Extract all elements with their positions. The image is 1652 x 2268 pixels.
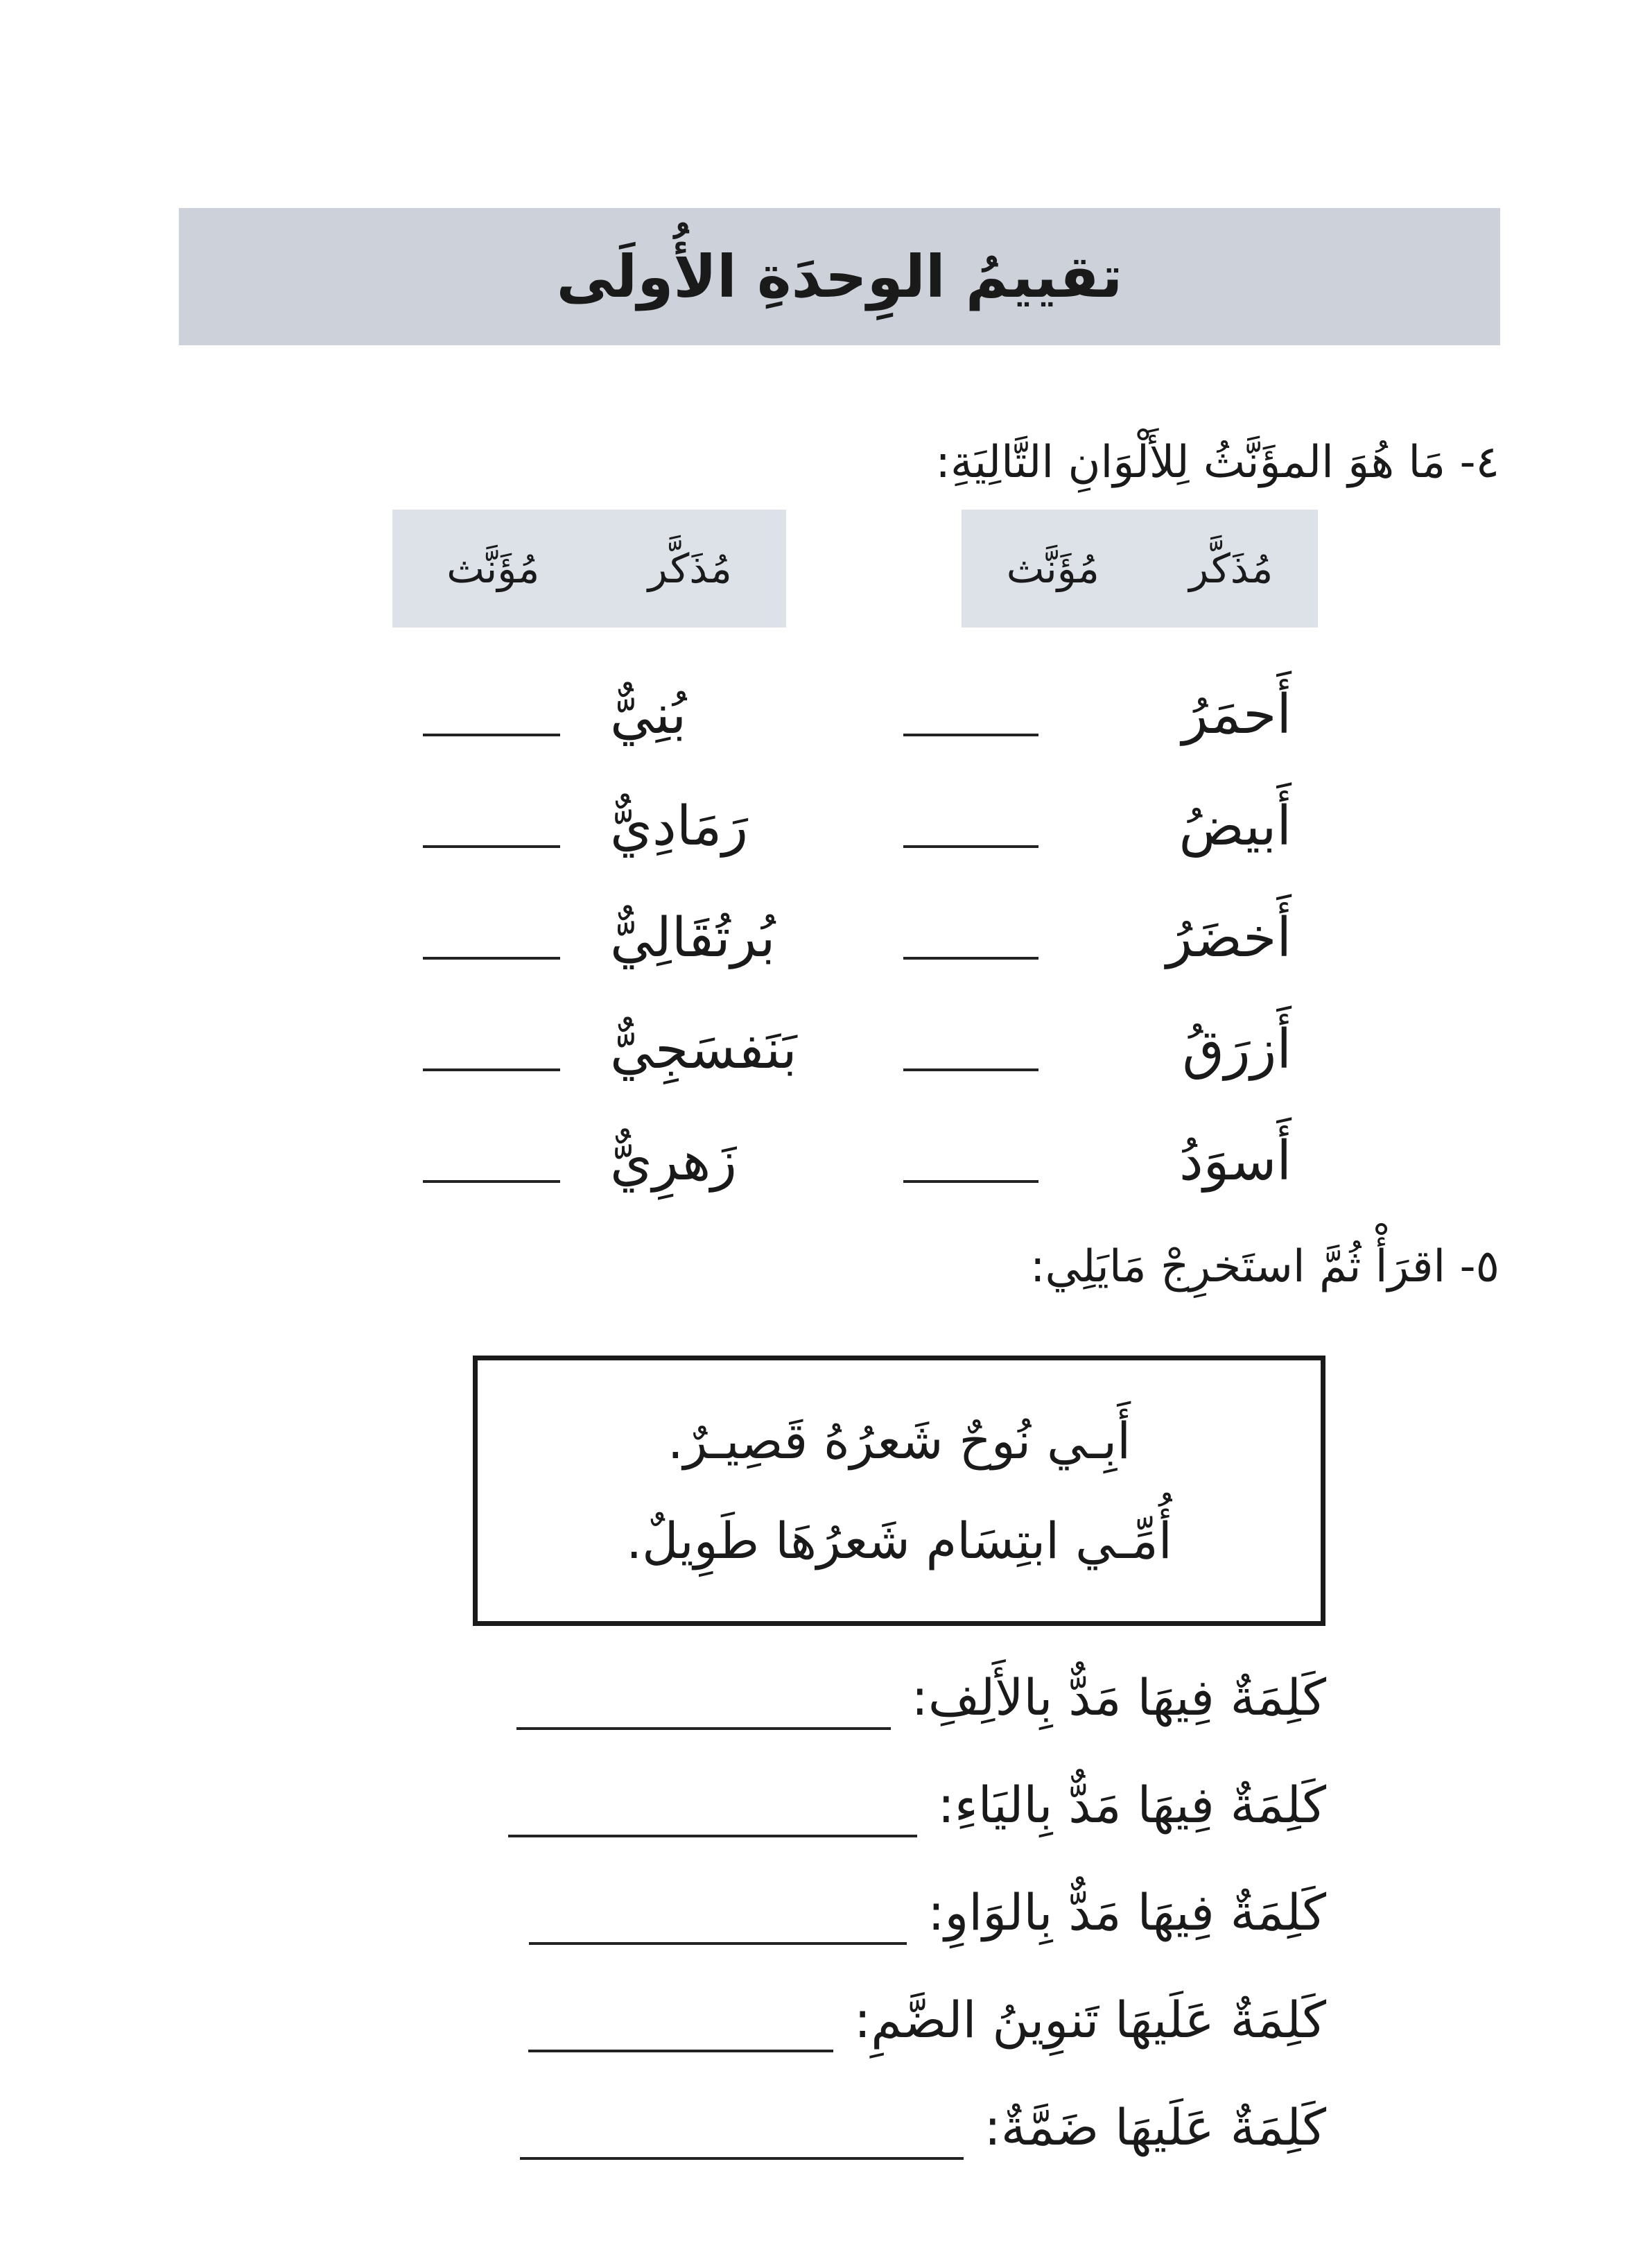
answer-blank[interactable] [903,1180,1038,1183]
header-right-group [962,510,1318,627]
list-item [903,659,1292,770]
answer-blank[interactable] [903,1068,1038,1071]
answer-blank[interactable] [423,845,560,848]
extract-label: كَلِمَةٌ عَلَيهَا تَنوِينُ الضَّمِ: [853,1990,1326,2049]
list-item [425,1751,1326,1858]
page-title: تقييمُ الوِحدَةِ الأُولَى [556,243,1123,311]
list-item [903,1105,1292,1217]
color-word: أَسوَدُ [1179,1129,1292,1193]
answer-blank[interactable] [903,957,1038,960]
list-item [423,770,783,882]
list-item [423,1105,783,1217]
color-word: أَبيضُ [1179,795,1292,858]
passage-sentence: أَبِـي نُوحٌ شَعرُهُ قَصِيـرٌ. [667,1412,1131,1470]
title-banner [179,208,1500,345]
answer-line[interactable] [529,1880,907,1945]
answer-line[interactable] [516,1665,891,1730]
answer-blank[interactable] [423,957,560,960]
extraction-list [425,1643,1326,2181]
reading-passage-box [473,1356,1325,1626]
header-feminine: مُؤَنَّث [446,545,540,592]
list-item [903,770,1292,882]
color-word: بَنَفسَجِيٌّ [610,1018,797,1081]
color-list-right [903,659,1292,1217]
list-item [903,994,1292,1105]
answer-line[interactable] [528,1987,833,2052]
extract-label: كَلِمَةٌ فِيهَا مَدٌّ بِاليَاءِ: [937,1775,1326,1834]
passage-sentence: أُمِّـي ابتِسَام شَعرُهَا طَوِيلٌ. [626,1512,1172,1570]
header-masculine: مُذَكَّر [1189,545,1273,592]
answer-line[interactable] [520,2095,964,2160]
extract-label: كَلِمَةٌ عَلَيهَا ضَمَّةٌ: [984,2097,1326,2156]
extract-label: كَلِمَةٌ فِيهَا مَدٌّ بِالأَلِفِ: [911,1668,1326,1726]
list-item [425,1643,1326,1751]
list-item [425,1858,1326,1966]
color-word: أَحمَرُ [1181,683,1292,746]
answer-blank[interactable] [903,734,1038,736]
question-5-prompt: ٥- اقرَأْ ثُمَّ استَخرِجْ مَايَلِي: [1029,1241,1499,1292]
header-left-group [392,510,786,627]
color-word: أَخضَرُ [1166,906,1292,969]
color-word: بُنِيٌّ [610,683,687,746]
list-item [425,2073,1326,2181]
header-feminine: مُؤَنَّث [1006,545,1099,592]
header-masculine: مُذَكَّر [647,545,732,592]
color-word: بُرتُقَالِيٌّ [610,906,776,969]
color-word: زَهرِيٌّ [610,1129,737,1193]
question-4-prompt: ٤- مَا هُوَ المؤَنَّثُ لِلأَلْوَانِ التَّالِيَةِ: [935,437,1499,488]
extract-label: كَلِمَةٌ فِيهَا مَدٌّ بِالوَاوِ: [928,1882,1326,1941]
list-item [423,994,797,1105]
color-word: رَمَادِيٌّ [610,795,748,858]
answer-line[interactable] [508,1772,917,1837]
color-word: أَزرَقُ [1182,1018,1292,1081]
color-list-left [423,659,797,1217]
answer-blank[interactable] [423,734,560,736]
answer-blank[interactable] [423,1068,560,1071]
list-item [423,659,783,770]
answer-blank[interactable] [903,845,1038,848]
list-item [903,882,1292,994]
list-item [425,1966,1326,2073]
answer-blank[interactable] [423,1180,560,1183]
list-item [423,882,783,994]
